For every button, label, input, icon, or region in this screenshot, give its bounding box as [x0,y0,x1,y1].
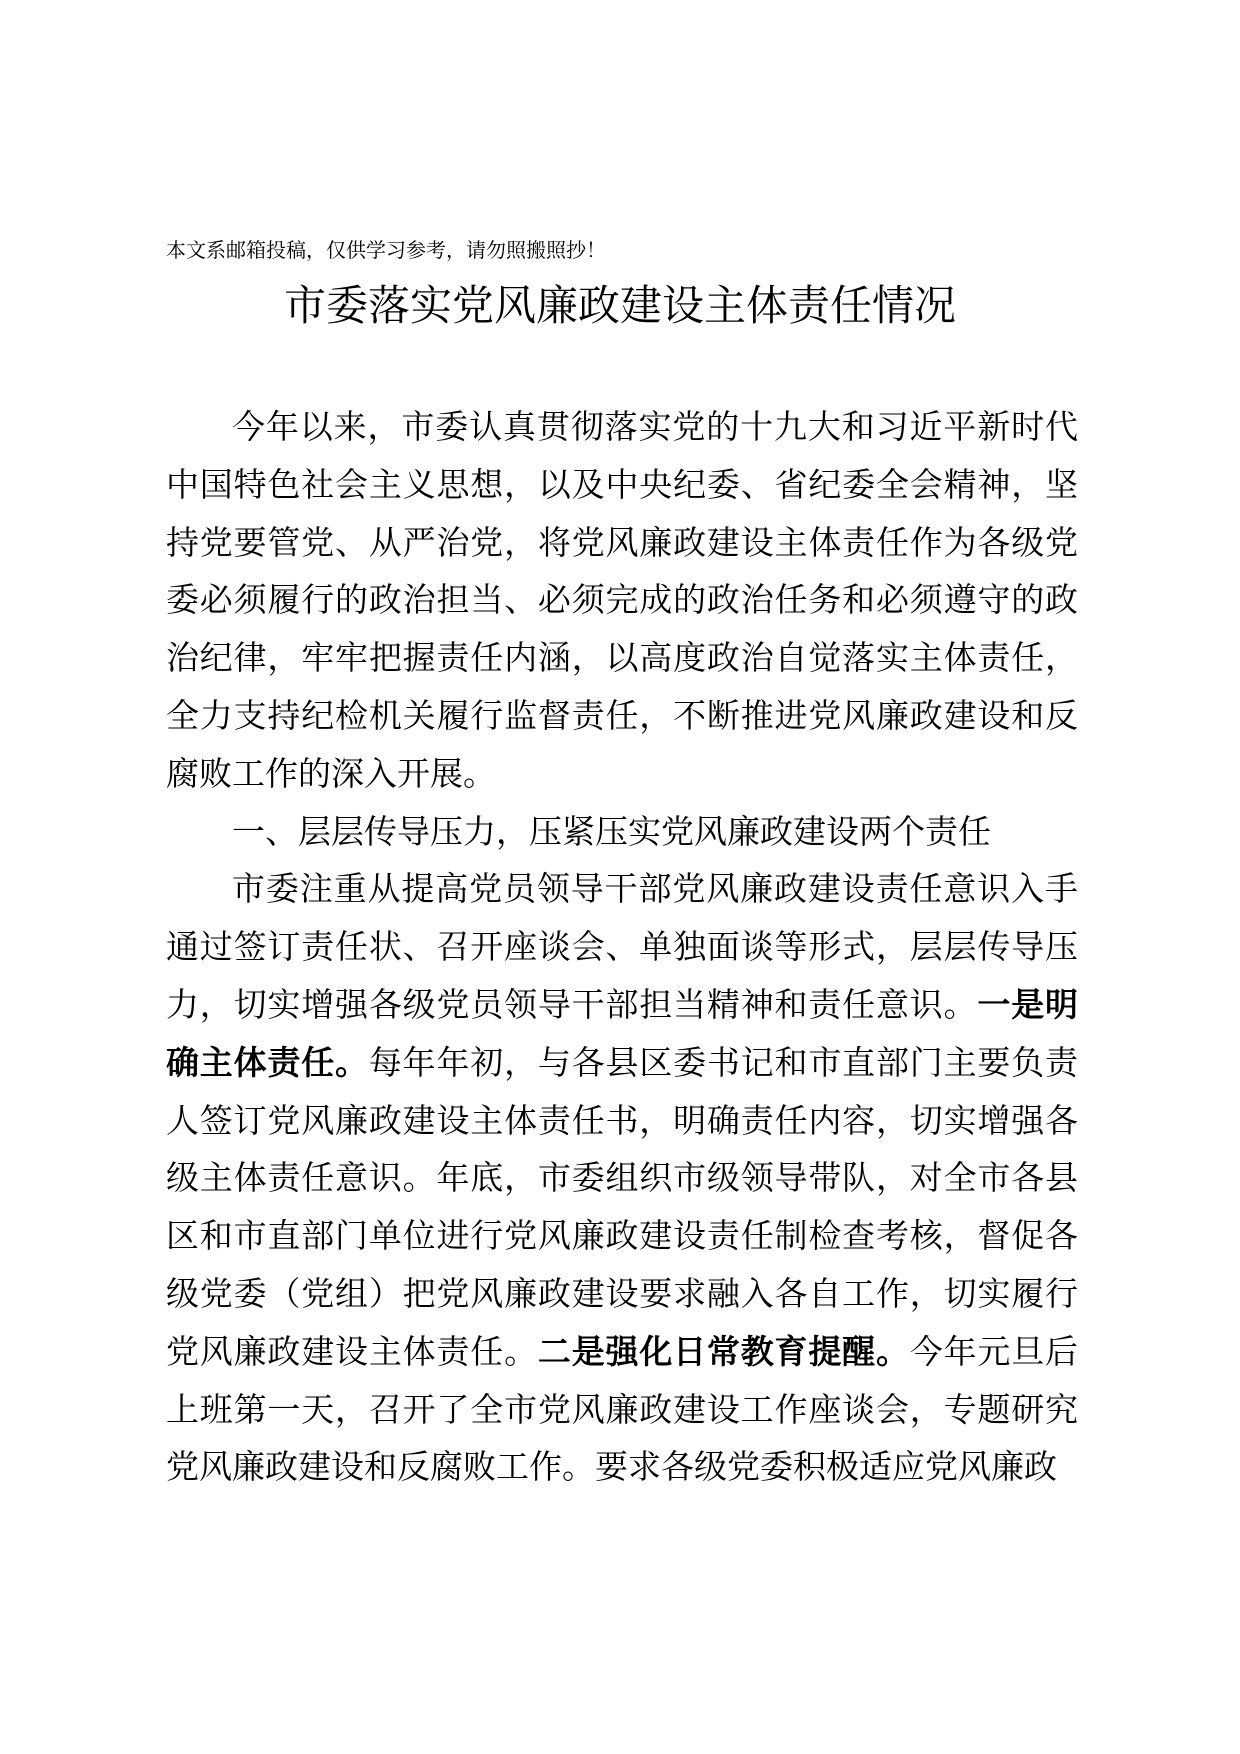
section-1-text-1: 市委注重从提高党员领导干部党风廉政建设责任意识入手通过签订责任状、召开座谈会、单独面谈等形式，层层传导压力，切实增强各级党员领导干部担当精神和责任意识。 [166,869,1078,1024]
section-1-paragraph [166,860,1078,1496]
point-2-heading: 二是强化日常教育提醒。 [537,1331,910,1371]
document-body [166,398,1078,1496]
document-title: 市委落实党风廉政建设主体责任情况 [283,281,956,330]
section-1-heading: 一、层层传导压力，压紧压实党风廉政建设两个责任 [232,811,991,851]
copyright-notice: 本文系邮箱投稿，仅供学习参考，请勿照搬照抄！ [166,238,606,262]
section-1-text-3: 今年元旦后上班第一天，召开了全市党风廉政建设工作座谈会，专题研究党风廉政建设和反腐败工作。要求各级党委积极适应党风廉政 [166,1331,1079,1487]
section-1-text-2: 每年年初，与各县区委书记和市直部门主要负责人签订党风廉政建设主体责任书，明确责任内容，切实增强各级主体责任意识。年底，市委组织市级领导带队，对全市各县区和市直部门单位进行党风廉政建设责任制检查考核，督促各级党委（党组）把党风廉政建设要求融入各自工作，切实履行党风廉政建设主体责任。 [166,1042,1079,1371]
intro-paragraph: 今年以来，市委认真贯彻落实党的十九大和习近平新时代中国特色社会主义思想，以及中央纪委、省纪委全会精神，坚持党要管党、从严治党，将党风廉政建设主体责任作为各级党委必须履行的政治担当、必须完成的政治任务和必须遵守的政治纪律，牢牢把握责任内涵，以高度政治自觉落实主体责任，全力支持纪检机关履行监督责任，不断推进党风廉政建设和反腐败工作的深入开展。 [166,407,1078,793]
point-1-heading: 一是明确主体责任。 [166,984,1079,1082]
